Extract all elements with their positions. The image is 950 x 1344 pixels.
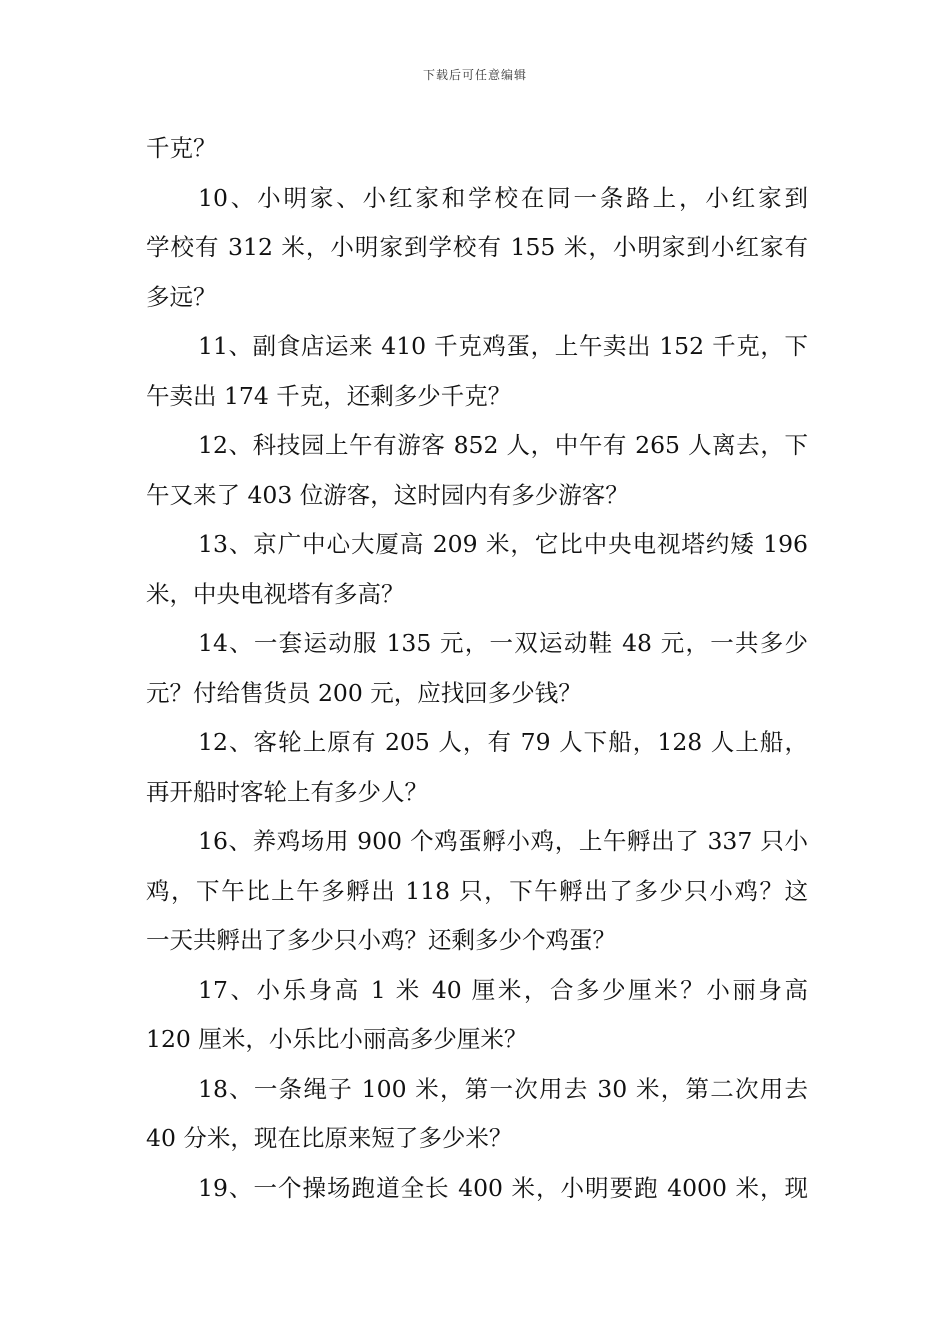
text-line: 午卖出 174 千克，还剩多少千克？	[146, 381, 512, 410]
document-body	[146, 124, 808, 1213]
text-line: 多远？	[146, 282, 217, 311]
text-line: 千克？	[146, 134, 217, 162]
page-header: 下载后可任意编辑	[422, 68, 527, 82]
text-line: 再开船时客轮上有多少人？	[146, 777, 428, 806]
text-line: 12、科技园上午有游客 852 人，中午有 265 人离去，下	[198, 431, 808, 459]
text-line: 元？付给售货员 200 元，应找回多少钱？	[146, 678, 582, 707]
text-line: 米，中央电视塔有多高？	[146, 579, 405, 608]
text-line: 14、一套运动服 135 元，一双运动鞋 48 元，一共多少	[198, 629, 808, 657]
text-line: 19、一个操场跑道全长 400 米，小明要跑 4000 米，现	[198, 1173, 808, 1202]
text-line: 17、小乐身高 1 米 40 厘米，合多少厘米？小丽身高	[198, 975, 808, 1004]
text-line: 午又来了 403 位游客，这时园内有多少游客？	[146, 480, 629, 509]
text-line: 16、养鸡场用 900 个鸡蛋孵小鸡，上午孵出了 337 只小	[198, 827, 808, 855]
text-line: 13、京广中心大厦高 209 米，它比中央电视塔约矮 196	[198, 530, 808, 558]
text-line: 11、副食店运来 410 千克鸡蛋，上午卖出 152 千克，下	[198, 332, 808, 360]
text-line: 40 分米，现在比原来短了多少米？	[146, 1124, 513, 1152]
text-line: 10、小明家、小红家和学校在同一条路上，小红家到	[198, 183, 808, 212]
text-line: 120 厘米，小乐比小丽高多少厘米？	[146, 1025, 528, 1053]
text-line: 12、客轮上原有 205 人，有 79 人下船，128 人上船，	[198, 728, 808, 756]
text-line: 鸡，下午比上午多孵出 118 只，下午孵出了多少只小鸡？这	[146, 876, 808, 905]
text-line: 一天共孵出了多少只小鸡？还剩多少个鸡蛋？	[146, 926, 616, 954]
text-line: 学校有 312 米，小明家到学校有 155 米，小明家到小红家有	[146, 233, 808, 261]
text-line: 18、一条绳子 100 米，第一次用去 30 米，第二次用去	[198, 1074, 808, 1103]
